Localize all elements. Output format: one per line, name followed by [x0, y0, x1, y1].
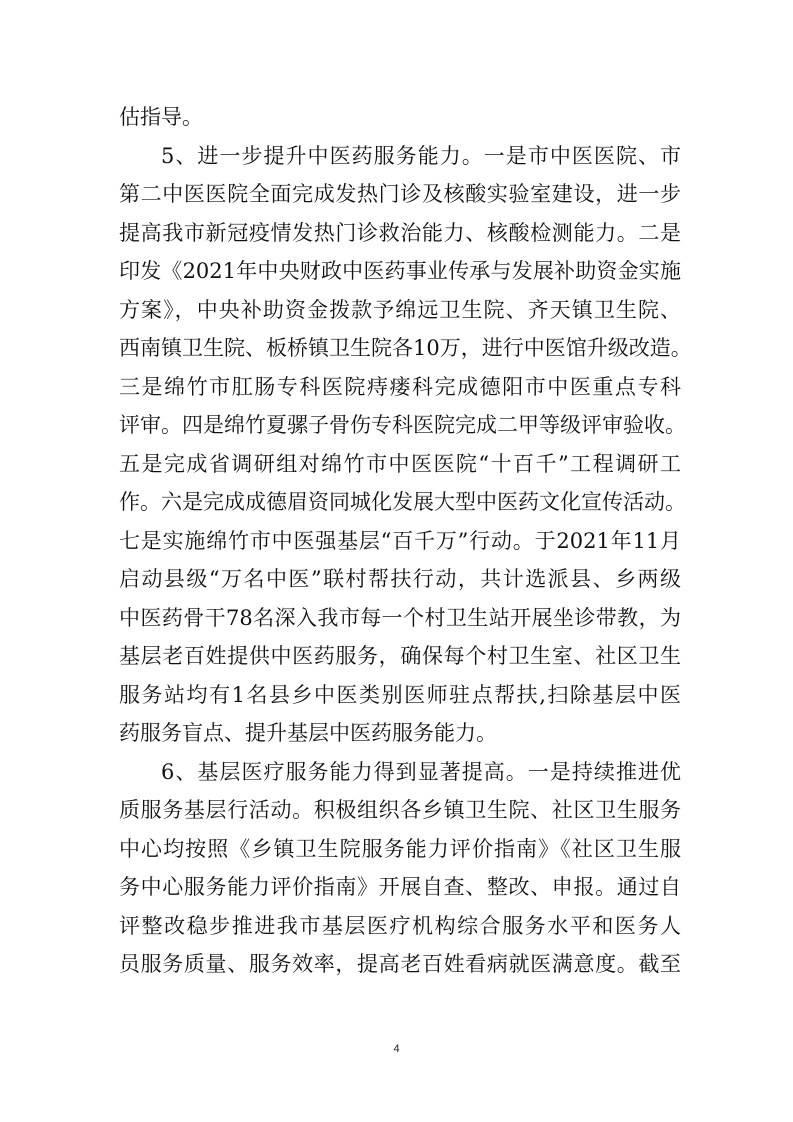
text-line: 方案》，中央补助资金拨款予绵远卫生院、齐天镇卫生院、: [119, 297, 681, 322]
page-number: 4: [393, 1043, 400, 1055]
text-line: 务中心服务能力评价指南》开展自查、整改、申报。通过自: [119, 875, 681, 899]
text-line: 作。六是完成成德眉资同城化发展大型中医药文化宣传活动。: [119, 490, 686, 514]
text-line: 三是绵竹市肛肠专科医院痔瘘科完成德阳市中医重点专科: [119, 374, 681, 399]
text-line: 评审。四是绵竹夏骡子骨伤专科医院完成二甲等级评审验收。: [119, 413, 686, 437]
body-text: [119, 98, 692, 984]
text-line: 中医药骨干78名深入我市每一个村卫生站开展坐诊带教，为: [119, 605, 681, 630]
text-line: 评整改稳步推进我市基层医疗机构综合服务水平和医务人: [119, 913, 681, 938]
text-line: 服务站均有1名县乡中医类别医师驻点帮扶,扫除基层中医: [119, 682, 681, 707]
paragraph-6-heading-line: 6、基层医疗服务能力得到显著提高。一是持续推进优: [161, 759, 681, 784]
text-line: 印发《2021年中央财政中医药事业传承与发展补助资金实施: [119, 259, 681, 283]
paragraph-5-heading-line: 5、进一步提升中医药服务能力。一是市中医医院、市: [161, 143, 681, 168]
text-line: 估指导。: [119, 105, 203, 129]
text-line: 员服务质量、服务效率，提高老百姓看病就医满意度。截至: [119, 952, 681, 976]
text-line: 基层老百姓提供中医药服务，确保每个村卫生室、社区卫生: [119, 644, 681, 668]
text-line: 启动县级“万名中医”联村帮扶行动，共计选派县、乡两级: [119, 567, 681, 591]
text-line: 提高我市新冠疫情发热门诊救治能力、核酸检测能力。二是: [119, 220, 681, 245]
text-line: 第二中医医院全面完成发热门诊及核酸实验室建设，进一步: [119, 182, 681, 206]
text-line: 五是完成省调研组对绵竹市中医医院“十百千”工程调研工: [119, 451, 681, 476]
text-line: 药服务盲点、提升基层中医药服务能力。: [119, 721, 497, 745]
text-line: 质服务基层行活动。积极组织各乡镇卫生院、社区卫生服务: [119, 798, 681, 822]
text-line: 西南镇卫生院、板桥镇卫生院各10万，进行中医馆升级改造。: [119, 336, 692, 360]
text-line: 七是实施绵竹市中医强基层“百千万”行动。于2021年11月: [119, 528, 681, 553]
text-line: 中心均按照《乡镇卫生院服务能力评价指南》《社区卫生服: [119, 836, 681, 861]
